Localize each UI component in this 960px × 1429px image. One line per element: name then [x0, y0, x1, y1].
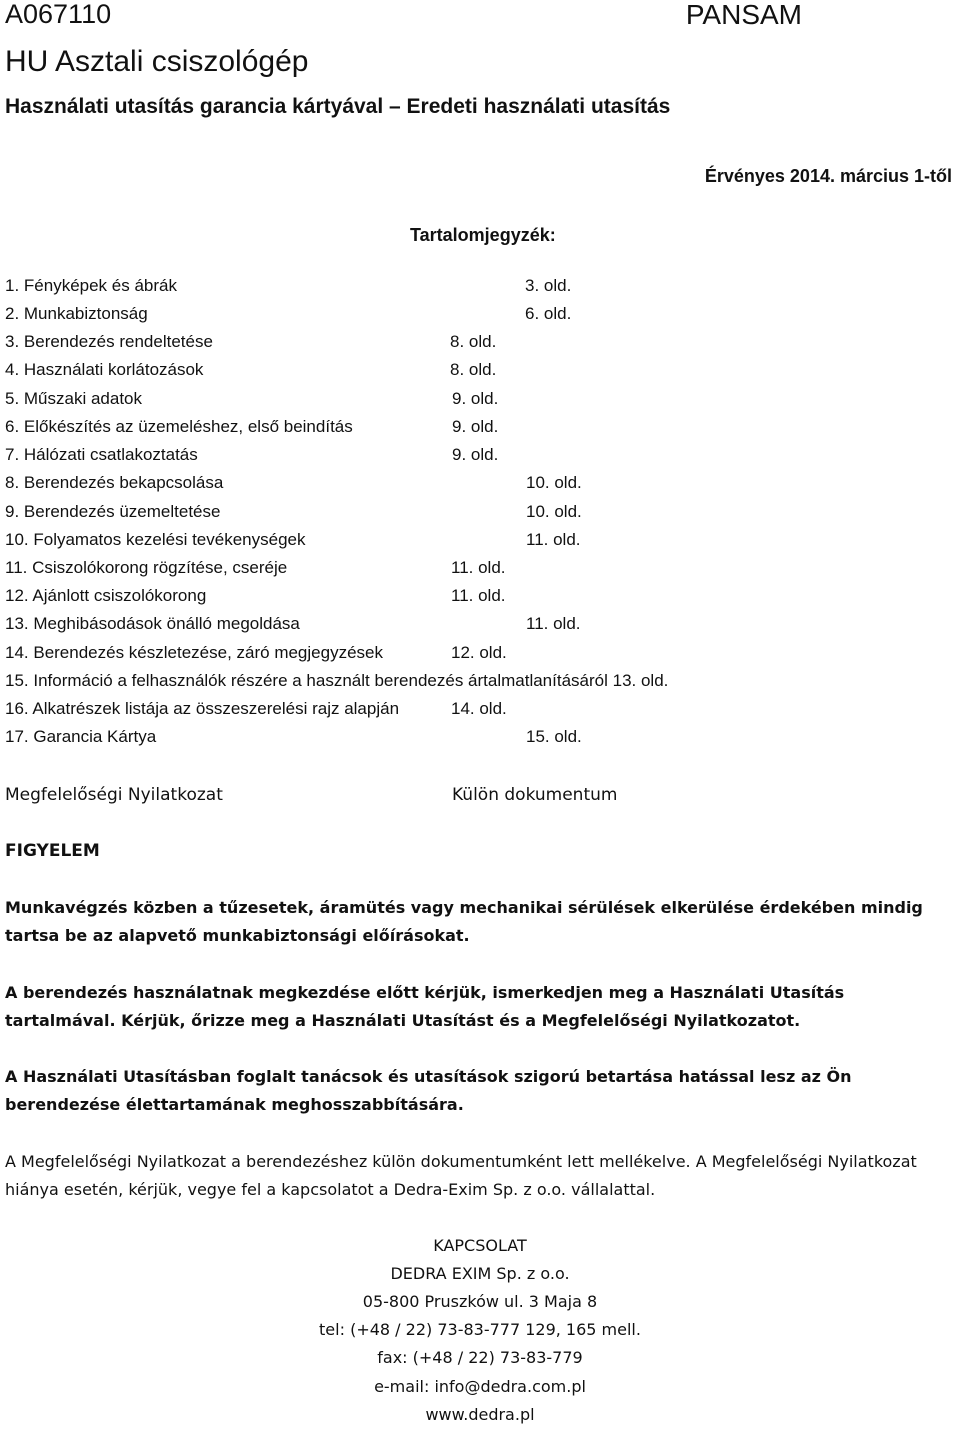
toc-item-title: 1. Fényképek és ábrák — [5, 276, 177, 295]
warning-paragraph-4: A Megfelelőségi Nyilatkozat a berendezéshez külön dokumentumként lett mellékelve. A Megfelelőségi Nyilatkozat hiánya esetén, kérjük, vegye fel a kapcsolatot a Dedra-Exim Sp. z o.o. vállalattal. — [5, 1152, 917, 1199]
toc-item-page: 6. old. — [525, 304, 572, 323]
toc-item-title: 16. Alkatrészek listája az összeszerelési rajz alapján — [5, 699, 400, 718]
toc-item-page: 12. old. — [451, 643, 507, 662]
toc-item-title: 17. Garancia Kártya — [5, 727, 157, 746]
toc-item-title: 8. Berendezés bekapcsolása — [5, 473, 224, 492]
toc-item-page: 10. old. — [526, 502, 582, 521]
toc-item-title: 9. Berendezés üzemeltetése — [5, 502, 221, 521]
toc-item-page: 14. old. — [451, 699, 507, 718]
toc-item-page: 9. old. — [452, 417, 499, 436]
toc-item-title: 14. Berendezés készletezése, záró megjegyzések — [5, 643, 383, 662]
conformity-value: Külön dokumentum — [452, 785, 618, 805]
toc-item-page: 11. old. — [451, 586, 506, 605]
contact-company: DEDRA EXIM Sp. z o.o. — [390, 1264, 570, 1283]
contact-address: 05-800 Pruszków ul. 3 Maja 8 — [362, 1292, 598, 1311]
toc-item-page: 10. old. — [526, 473, 582, 492]
warning-paragraph-1: Munkavégzés közben a tűzesetek, áramütés vagy mechanikai sérülések elkerülése érdekében mindig tartsa be az alapvető munkabiztonsági előírásokat. — [5, 898, 923, 945]
toc-item-title: 4. Használati korlátozások — [5, 360, 204, 379]
toc-item-title: 5. Műszaki adatok — [5, 389, 143, 408]
toc-item-title: 15. Információ a felhasználók részére a használt berendezés ártalmatlanításáról 13. old. — [5, 671, 669, 690]
toc-item-title: 13. Meghibásodások önálló megoldása — [5, 614, 300, 633]
contact-heading: KAPCSOLAT — [433, 1236, 527, 1255]
toc-item-title: 3. Berendezés rendeltetése — [5, 332, 213, 351]
toc-item-page: 11. old. — [451, 558, 506, 577]
contact-fax: fax: (+48 / 22) 73-83-779 — [377, 1348, 583, 1367]
toc-item-title: 12. Ajánlott csiszolókorong — [5, 586, 207, 605]
toc-item-title: 10. Folyamatos kezelési tevékenységek — [5, 530, 306, 549]
toc-item-page: 8. old. — [450, 332, 497, 351]
brand-name: PANSAM — [685, 0, 802, 30]
warning-heading: FIGYELEM — [5, 841, 100, 861]
toc-item-page: 9. old. — [452, 445, 499, 464]
toc-item-page: 9. old. — [452, 389, 499, 408]
contact-phone: tel: (+48 / 22) 73-83-777 129, 165 mell. — [319, 1320, 641, 1339]
toc-item-page: 11. old. — [526, 530, 581, 549]
warning-paragraph-2: A berendezés használatnak megkezdése előtt kérjük, ismerkedjen meg a Használati Utasítás tartalmával. Kérjük, őrizze meg a Használati Utasítást és a Megfelelőségi Nyilatkozatot. — [5, 983, 845, 1030]
contact-website[interactable]: www.dedra.pl — [425, 1405, 535, 1424]
toc-item-title: 7. Hálózati csatlakoztatás — [5, 445, 198, 464]
valid-from: Érvényes 2014. március 1-től — [704, 166, 952, 186]
toc-item-page: 15. old. — [526, 727, 582, 746]
toc-item-title: 6. Előkészítés az üzemeléshez, első beindítás — [5, 417, 353, 436]
document-subtitle: Használati utasítás garancia kártyával – Eredeti használati utasítás — [5, 95, 671, 118]
toc-item-page: 8. old. — [450, 360, 497, 379]
toc-item-title: 11. Csiszolókorong rögzítése, cseréje — [5, 558, 288, 577]
contact-email[interactable]: e-mail: info@dedra.com.pl — [374, 1377, 586, 1396]
conformity-label: Megfelelőségi Nyilatkozat — [5, 785, 223, 805]
warning-paragraph-3: A Használati Utasításban foglalt tanácsok és utasítások szigorú betartása hatással lesz az Ön berendezése élettartamának meghosszabbítására. — [5, 1067, 852, 1114]
document-code: A067110 — [5, 0, 112, 29]
document-title: HU Asztali csiszológép — [5, 45, 309, 78]
toc-heading: Tartalomjegyzék: — [410, 225, 556, 245]
toc-item-title: 2. Munkabiztonság — [5, 304, 148, 323]
toc-item-page: 11. old. — [526, 614, 581, 633]
toc-item-page: 3. old. — [525, 276, 572, 295]
